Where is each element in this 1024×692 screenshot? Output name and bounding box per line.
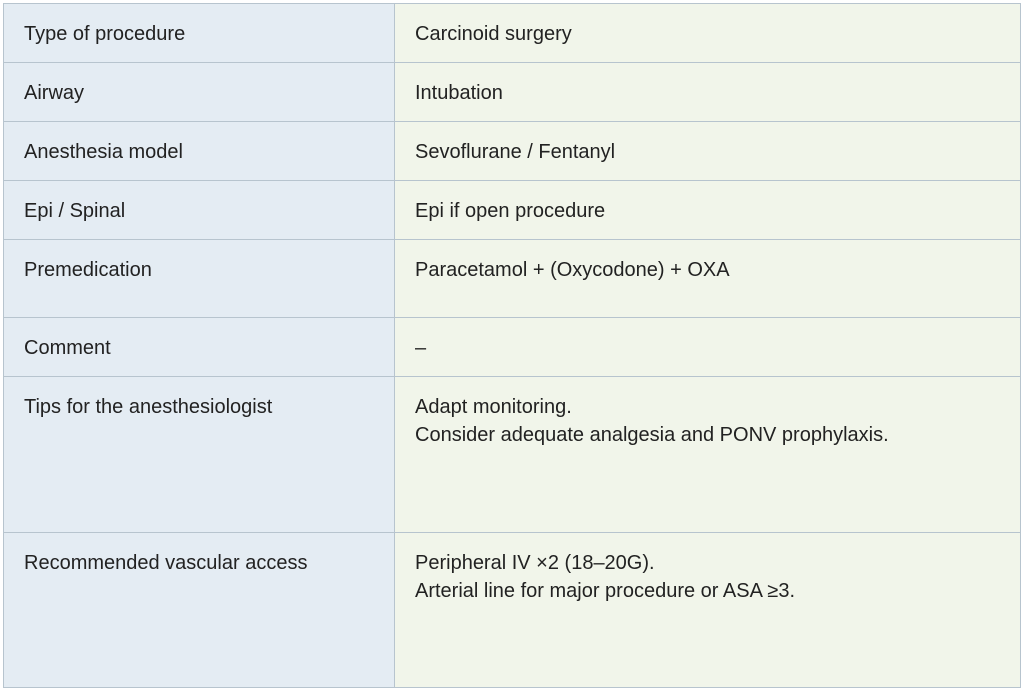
table-row bbox=[4, 318, 1021, 377]
row-value: Epi if open procedure bbox=[415, 200, 606, 222]
row-value-cell bbox=[395, 240, 1021, 318]
row-label-cell bbox=[4, 533, 395, 688]
row-label-cell bbox=[4, 377, 395, 533]
procedure-info-table bbox=[3, 3, 1021, 688]
table-row bbox=[4, 533, 1021, 688]
row-value-cell bbox=[395, 181, 1021, 240]
row-label: Premedication bbox=[24, 259, 152, 281]
table-row bbox=[4, 63, 1021, 122]
row-label: Tips for the anesthesiologist bbox=[24, 396, 273, 418]
row-value-line: Adapt monitoring. bbox=[415, 396, 572, 418]
row-value: Intubation bbox=[415, 82, 503, 104]
row-label-cell bbox=[4, 63, 395, 122]
row-value: Sevoflurane / Fentanyl bbox=[415, 141, 616, 163]
row-label-cell bbox=[4, 181, 395, 240]
table-row bbox=[4, 4, 1021, 63]
row-label-cell bbox=[4, 4, 395, 63]
row-value-line: Consider adequate analgesia and PONV prophylaxis. bbox=[415, 424, 889, 446]
row-label-cell bbox=[4, 318, 395, 377]
row-value-cell bbox=[395, 377, 1021, 533]
row-value-line: Peripheral IV ×2 (18–20G). bbox=[415, 552, 655, 574]
row-label: Recommended vascular access bbox=[24, 552, 308, 574]
row-label-cell bbox=[4, 240, 395, 318]
row-value-cell bbox=[395, 318, 1021, 377]
row-label: Epi / Spinal bbox=[24, 200, 126, 222]
row-value-cell bbox=[395, 4, 1021, 63]
row-label: Anesthesia model bbox=[24, 141, 183, 163]
row-label: Type of procedure bbox=[24, 23, 186, 45]
row-value: Carcinoid surgery bbox=[415, 23, 572, 45]
row-value: Paracetamol + (Oxycodone) + OXA bbox=[415, 259, 730, 281]
table-row bbox=[4, 240, 1021, 318]
row-value-cell bbox=[395, 533, 1021, 688]
row-label-cell bbox=[4, 122, 395, 181]
row-value-line: Arterial line for major procedure or ASA ≥3. bbox=[415, 580, 796, 602]
row-value-cell bbox=[395, 122, 1021, 181]
table-row bbox=[4, 122, 1021, 181]
table-row bbox=[4, 377, 1021, 533]
row-label: Comment bbox=[24, 337, 111, 359]
row-label: Airway bbox=[24, 82, 85, 104]
row-value: – bbox=[415, 337, 427, 359]
table-row bbox=[4, 181, 1021, 240]
row-value-cell bbox=[395, 63, 1021, 122]
